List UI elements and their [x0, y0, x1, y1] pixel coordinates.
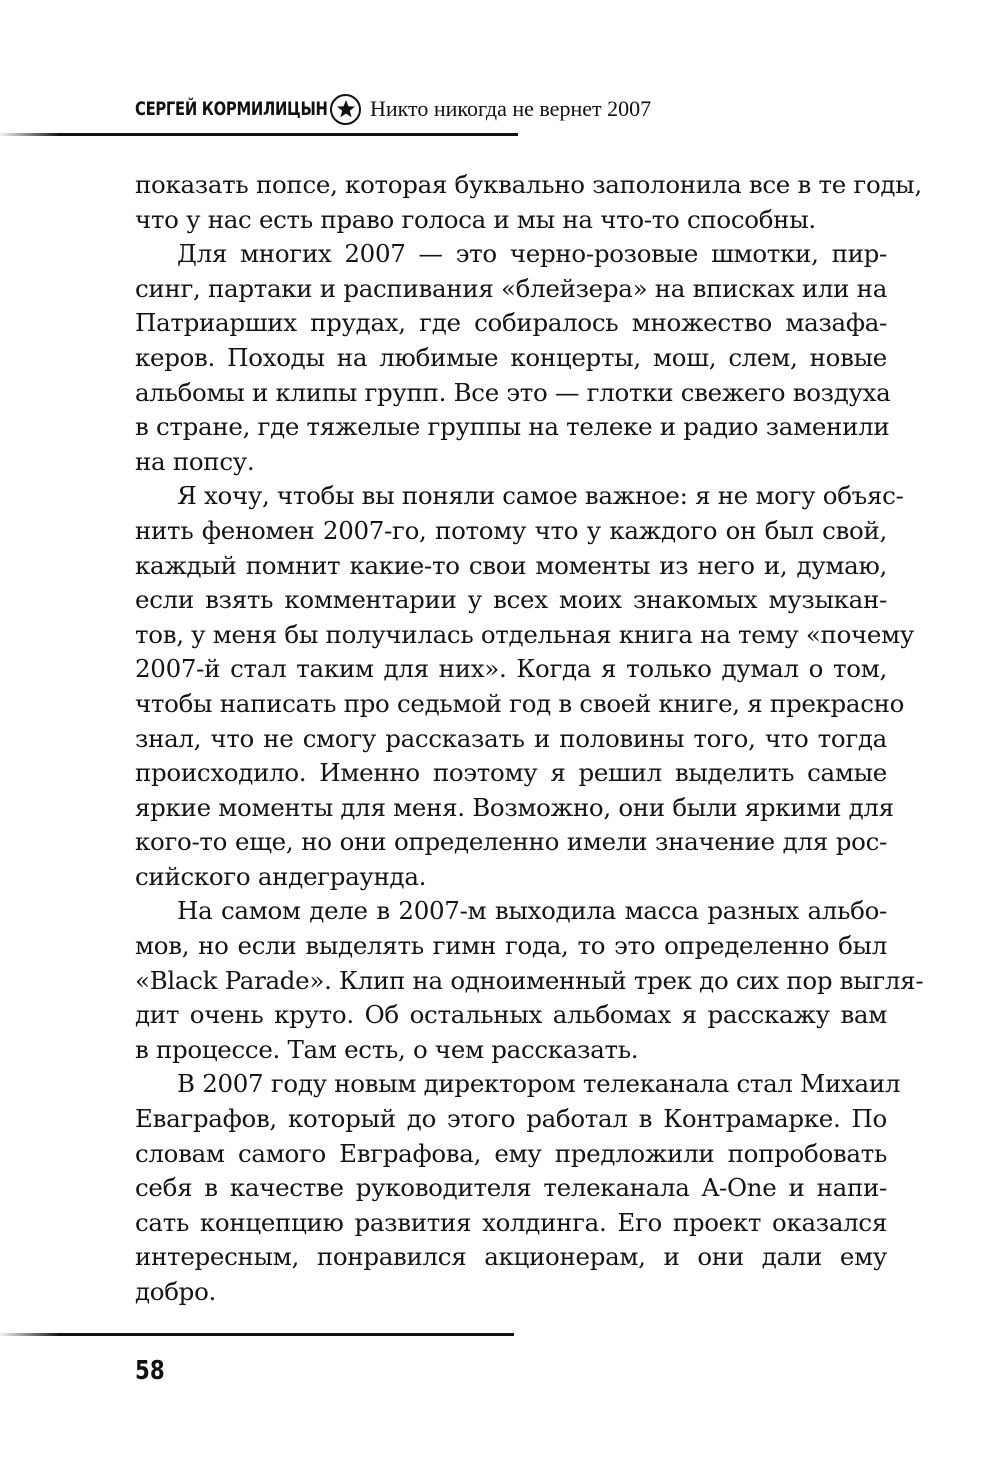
star-icon: [336, 99, 356, 119]
text-line: в процессе. Там есть, о чем рассказать.: [135, 1034, 639, 1064]
text-line: себя в качестве руководителя телеканала A-One и напи-: [135, 1173, 887, 1203]
text-line: знал, что не смогу рассказать и половины того, что тогда: [135, 723, 887, 753]
text-line: Для многих 2007 — это черно-розовые шмотки, пир-: [177, 239, 887, 269]
star-in-circle-icon: [330, 94, 361, 125]
book-title: Никто никогда не вернет 2007: [370, 96, 652, 121]
text-line: мов, но если выделять гимн года, то это определенно был: [135, 931, 887, 961]
text-line: каждый помнит какие-то свои моменты из него и, думаю,: [135, 550, 887, 580]
text-line: кого-то еще, но они определенно имели значение для рос-: [135, 827, 887, 857]
text-line: сать концепцию развития холдинга. Его проект оказался: [135, 1207, 887, 1237]
text-line: интересным, понравился акционерам, и они дали ему: [135, 1242, 887, 1272]
text-line: альбомы и клипы групп. Все это — глотки свежего воздуха: [135, 377, 891, 407]
text-line: на попсу.: [135, 446, 255, 476]
running-head: [135, 90, 651, 128]
text-line: Я хочу, чтобы вы поняли самое важное: я не могу объяс-: [177, 481, 904, 511]
text-line: Патриарших прудах, где собиралось множество мазафа-: [135, 308, 887, 338]
footer-rule: [0, 1333, 514, 1336]
text-line: керов. Походы на любимые концерты, мош, слем, новые: [135, 342, 887, 372]
text-line: На самом деле в 2007-м выходила масса разных альбо-: [177, 896, 887, 926]
text-line: синг, партаки и распивания «блейзера» на вписках или на: [135, 273, 888, 303]
text-line: словам самого Евграфова, ему предложили попробовать: [135, 1138, 887, 1168]
text-line: чтобы написать про седьмой год в своей книге, я прекрасно: [135, 688, 905, 718]
text-line: «Black Parade». Клип на одноименный трек до сих пор выгля-: [135, 965, 924, 995]
text-line: происходило. Именно поэтому я решил выделить самые: [135, 758, 887, 788]
text-line: Еваграфов, который до этого работал в Контрамарке. По: [135, 1104, 887, 1134]
text-line: яркие моменты для меня. Возможно, они были яркими для: [135, 792, 894, 822]
text-line: что у нас есть право голоса и мы на что-то способны.: [135, 204, 816, 234]
text-line: тов, у меня бы получилась отдельная книга на тему «почему: [135, 619, 914, 649]
header-rule: [0, 133, 518, 136]
text-line: показать попсе, которая буквально заполонила все в те годы,: [135, 170, 922, 199]
text-line: в стране, где тяжелые группы на телеке и радио заменили: [135, 412, 890, 442]
author-name: СЕРГЕЙ КОРМИЛИЦЫН: [135, 98, 328, 120]
text-line: дит очень круто. Об остальных альбомах я расскажу вам: [135, 1000, 887, 1030]
text-line: добро.: [135, 1277, 217, 1306]
text-line: если взять комментарии у всех моих знакомых музыкан-: [135, 585, 887, 615]
page-number: 58: [135, 1356, 165, 1386]
text-line: нить феномен 2007-го, потому что у каждого он был свой,: [135, 515, 887, 545]
body-text: [135, 168, 924, 1310]
text-line: сийского андеграунда.: [135, 861, 427, 891]
text-line: В 2007 году новым директором телеканала стал Михаил: [177, 1069, 901, 1099]
text-line: 2007-й стал таким для них». Когда я только думал о том,: [135, 654, 887, 684]
